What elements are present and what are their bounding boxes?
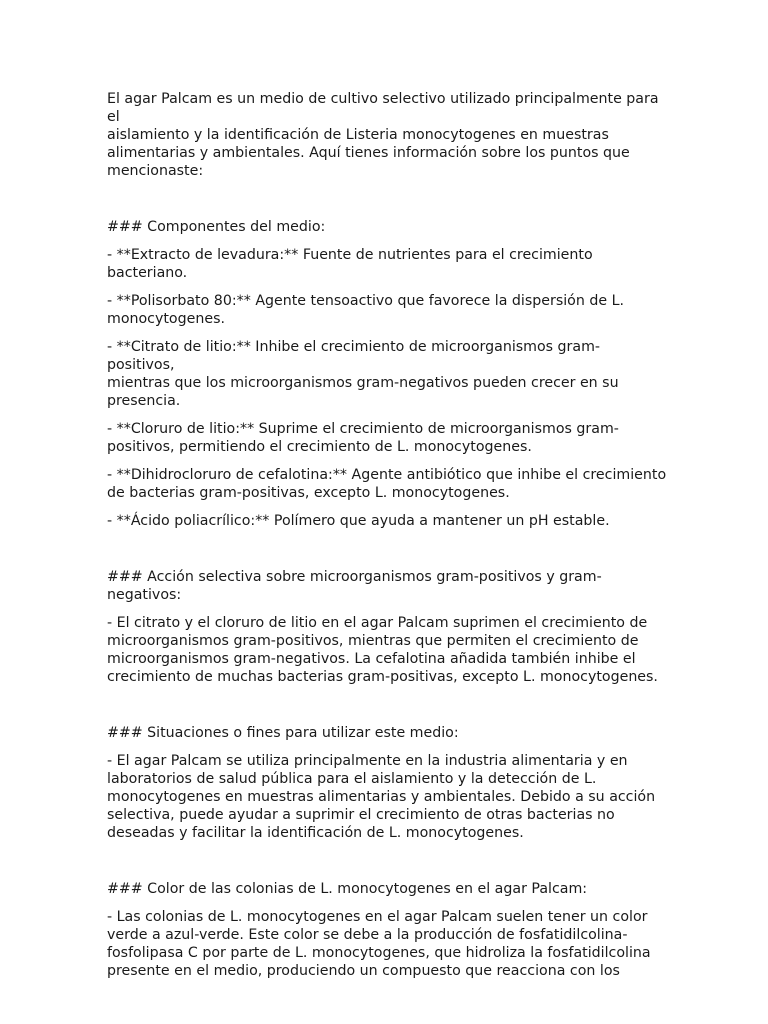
- section-heading-color-colonias: ### Color de las colonias de L. monocytogenes en el agar Palcam:: [107, 881, 588, 897]
- list-item: - El agar Palcam se utiliza principalmente en la industria alimentaria y en laboratorios de salud pública para el aislamiento y la detección de L. monocytogenes en muestras alimentarias y ambientales. Debido a su acción selectiva, puede ayudar a suprimir el crecimiento de otras bacterias no deseadas y facilitar la identificación de L. monocytogenes.: [107, 753, 656, 841]
- list-item: - El citrato y el cloruro de litio en el agar Palcam suprimen el crecimiento de microorganismos gram-positivos, mientras que permiten el crecimiento de microorganismos gram-negativos. La cefalotina añadida también inhibe el crecimiento de muchas bacterias gram-positivas, excepto L. monocytogenes.: [107, 615, 658, 685]
- intro-paragraph: El agar Palcam es un medio de cultivo selectivo utilizado principalmente para el aislamiento y la identificación de Listeria monocytogenes en muestras alimentarias y ambientales. Aquí tienes información sobre los puntos que mencionaste:: [107, 91, 659, 179]
- section-heading-componentes: ### Componentes del medio:: [107, 219, 326, 235]
- list-item: - **Polisorbato 80:** Agente tensoactivo que favorece la dispersión de L. monocytogenes.: [107, 293, 625, 327]
- list-item: - **Cloruro de litio:** Suprime el crecimiento de microorganismos gram- positivos, permitiendo el crecimiento de L. monocytogenes.: [107, 421, 619, 455]
- list-item: - **Citrato de litio:** Inhibe el crecimiento de microorganismos gram-positivos, mientras que los microorganismos gram-negativos pueden crecer en su presencia.: [107, 339, 619, 409]
- list-item: - Las colonias de L. monocytogenes en el agar Palcam suelen tener un color verde a azul-verde. Este color se debe a la producción de fosfatidilcolina- fosfolipasa C por parte de L. monocytogenes, que hidroliza la fosfatidilcolina presente en el medio, produciendo un compuesto que reacciona con los: [107, 909, 651, 979]
- section-heading-situaciones: ### Situaciones o fines para utilizar este medio:: [107, 725, 459, 741]
- list-item: - **Dihidrocloruro de cefalotina:** Agente antibiótico que inhibe el crecimiento de bacterias gram-positivas, excepto L. monocytogenes.: [107, 467, 667, 501]
- list-item: - **Ácido poliacrílico:** Polímero que ayuda a mantener un pH estable.: [107, 513, 610, 529]
- section-heading-accion-selectiva: ### Acción selectiva sobre microorganismos gram-positivos y gram-negativos:: [107, 569, 602, 603]
- document-page: [107, 90, 667, 980]
- list-item: - **Extracto de levadura:** Fuente de nutrientes para el crecimiento bacteriano.: [107, 247, 593, 281]
